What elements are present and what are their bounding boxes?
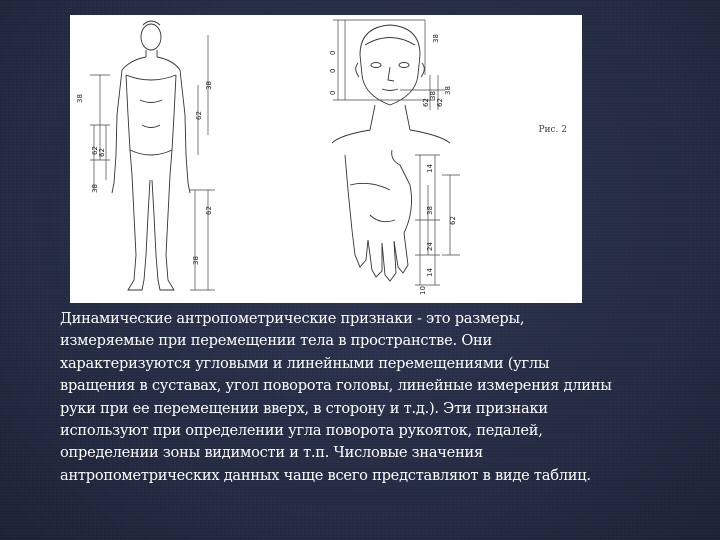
body-dimension-lines bbox=[90, 35, 215, 290]
hand-label: 38 bbox=[426, 206, 434, 215]
body-label: 38 bbox=[91, 184, 99, 193]
hand-label: 14 bbox=[426, 164, 434, 173]
hand-label: 14 bbox=[426, 268, 434, 277]
body-figure bbox=[112, 21, 190, 290]
hand-label: 62 bbox=[449, 216, 457, 225]
head-label: 38 bbox=[444, 86, 452, 95]
body-label: 62 bbox=[195, 111, 203, 120]
body-label: 38 bbox=[205, 81, 213, 90]
anthropometric-figure bbox=[70, 15, 582, 303]
hand-label: 24 bbox=[426, 242, 434, 251]
body-label: 62 bbox=[91, 146, 99, 155]
head-label: 0 bbox=[329, 90, 337, 95]
head-label: 62 bbox=[422, 98, 430, 107]
figure-caption: Рис. 2 bbox=[538, 125, 567, 135]
hand-figure bbox=[345, 150, 412, 281]
hand-label: 10 bbox=[419, 286, 427, 295]
head-label: 62 bbox=[436, 98, 444, 107]
body-label: 62 bbox=[98, 148, 106, 157]
head-label: 38 bbox=[432, 34, 440, 43]
head-label: 0 bbox=[329, 50, 337, 55]
body-label: 38 bbox=[192, 256, 200, 265]
head-label: 0 bbox=[329, 68, 337, 73]
body-paragraph: Динамические антропометрические признаки - это размеры, измеряемые при перемещении тела в пространстве. Они характеризуются угловыми и линейными перемещениями (углы вращения в суставах, угол поворота головы, линейные измерения длины руки при ее перемещении вверх, в сторону и т.д.). Эти признаки используют при определении угла поворота рукояток, педалей, определении зоны видимости и т.п. Числовые значения антропометрических данных чаще всего представляют в виде таблиц. bbox=[60, 310, 612, 484]
head-label: 38 bbox=[429, 91, 437, 100]
figure-drawing bbox=[70, 15, 582, 303]
body-label: 62 bbox=[205, 206, 213, 215]
body-label: 38 bbox=[76, 94, 84, 103]
